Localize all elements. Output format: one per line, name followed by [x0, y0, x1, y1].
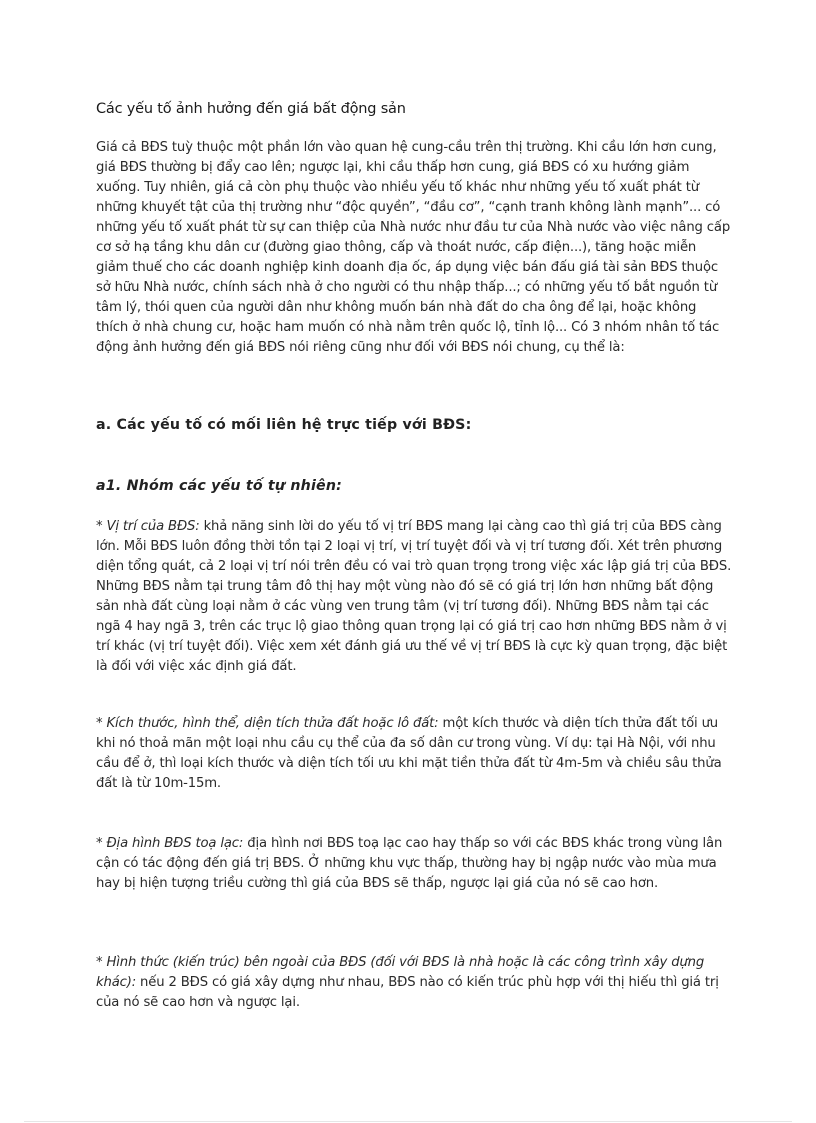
paragraph-lead: * Vị trí của BĐS: — [96, 519, 200, 534]
paragraph-kich-thuoc — [96, 714, 732, 794]
paragraph-vi-tri — [96, 517, 732, 677]
paragraph-body: nếu 2 BĐS có giá xây dựng như nhau, BĐS nào có kiến trúc phù hợp với thị hiếu thì giá trị của nó sẽ cao hơn và ngược lại. — [96, 975, 719, 1010]
document-title: Các yếu tố ảnh hưởng đến giá bất động sản — [96, 101, 406, 117]
section-a-heading: a. Các yếu tố có mối liên hệ trực tiếp với BĐS: — [96, 417, 472, 433]
intro-paragraph: Giá cả BĐS tuỳ thuộc một phần lớn vào quan hệ cung-cầu trên thị trường. Khi cầu lớn hơn cung, giá BĐS thường bị đẩy cao lên; ngược lại, khi cầu thấp hơn cung, giá BĐS có xu hướng giảm xuống. Tuy nhiên, giá cả còn phụ thuộc vào nhiều yếu tố khác như những yếu tố xuất phát từ những khuyết tật của thị trường như “độc quyền”, “đầu cơ”, “cạnh tranh không lành mạnh”... có những yếu tố xuất phát từ sự can thiệp của Nhà nước như đầu tư của Nhà nước vào việc nâng cấp cơ sở hạ tầng khu dân cư (đường giao thông, cấp và thoát nước, cấp điện...), tăng hoặc miễn giảm thuế cho các doanh nghiệp kinh doanh địa ốc, áp dụng việc bán đấu giá tài sản BĐS thuộc sở hữu Nhà nước, chính sách nhà ở cho người có thu nhập thấp...; có những yếu tố bắt nguồn từ tâm lý, thói quen của người dân như không muốn bán nhà đất do cha ông để lại, hoặc không thích ở nhà chung cư, hoặc ham muốn có nhà nằm trên quốc lộ, tỉnh lộ... Có 3 nhóm nhân tố tác động ảnh hưởng đến giá BĐS nói riêng cũng như đối với BĐS nói chung, cụ thể là: — [96, 140, 731, 355]
paragraph-body: địa hình nơi BĐS toạ lạc cao hay thấp so với các BĐS khác trong vùng lân cận có tác động đến giá trị BĐS. Ở những khu vực thấp, thường hay bị ngập nước vào mùa mưa hay bị hiện tượng triều cường thì giá của BĐS sẽ thấp, ngược lại giá của nó sẽ cao hơn. — [96, 836, 723, 891]
paragraph-hinh-thuc — [96, 953, 732, 1013]
paragraph-body: khả năng sinh lời do yếu tố vị trí BĐS mang lại càng cao thì giá trị của BĐS càng lớn. Mỗi BĐS luôn đồng thời tồn tại 2 loại vị trí, vị trí tuyệt đối và vị trí tương đối. Xét trên phương diện tổng quát, cả 2 loại vị trí nói trên đều có vai trò quan trọng trong việc xác lập giá trị của BĐS. Những BĐS nằm tại trung tâm đô thị hay một vùng nào đó sẽ có giá trị lớn hơn những bất động sản nhà đất cùng loại nằm ở các vùng ven trung tâm (vị trí tương đối). Những BĐS nằm tại các ngã 4 hay ngã 3, trên các trục lộ giao thông quan trọng lại có giá trị cao hơn những BĐS nằm ở vị trí khác (vị trí tuyệt đối). Việc xem xét đánh giá ưu thế về vị trí BĐS là cực kỳ quan trọng, đặc biệt là đối với việc xác định giá đất. — [96, 519, 732, 674]
paragraph-dia-hinh — [96, 834, 732, 894]
page-bottom-rule — [24, 1121, 792, 1122]
paragraph-lead: * Kích thước, hình thể, diện tích thửa đất hoặc lô đất: — [96, 716, 439, 731]
paragraph-lead: * Địa hình BĐS toạ lạc: — [96, 836, 244, 851]
paragraph-body: một kích thước và diện tích thửa đất tối ưu khi nó thoả mãn một loại nhu cầu cụ thể của đa số dân cư trong vùng. Ví dụ: tại Hà Nội, với nhu cầu để ở, thì loại kích thước và diện tích tối ưu khi mặt tiền thửa đất từ 4m-5m và chiều sâu thửa đất là từ 10m-15m. — [96, 716, 722, 791]
section-a1-heading: a1. Nhóm các yếu tố tự nhiên: — [96, 478, 343, 494]
paragraph-lead: * Hình thức (kiến trúc) bên ngoài của BĐS (đối với BĐS là nhà hoặc là các công trình xây dựng khác): — [96, 955, 705, 990]
